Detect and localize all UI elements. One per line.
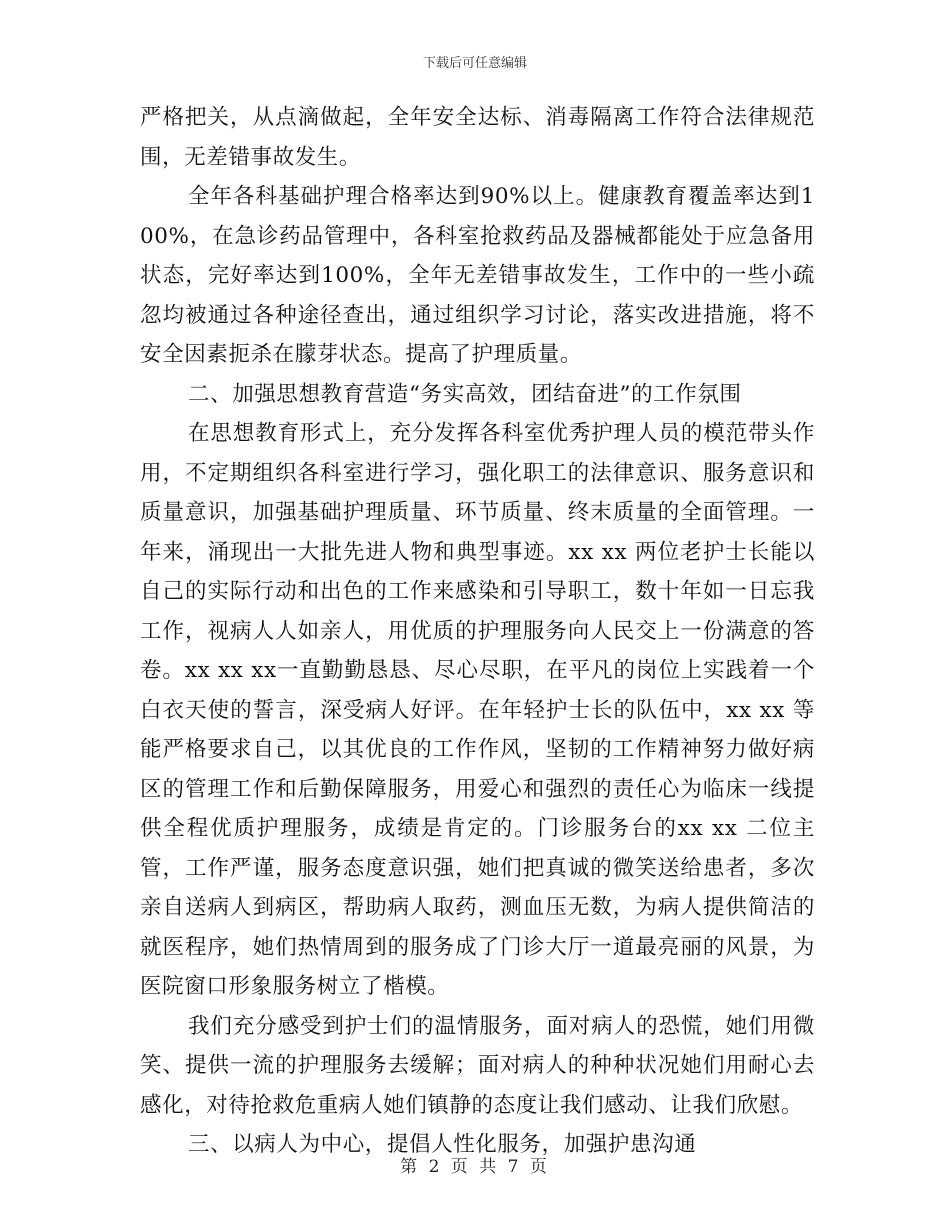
document-body	[140, 98, 815, 1165]
page-header: 下载后可任意编辑	[422, 56, 527, 71]
paragraph-4: 我们充分感受到护士们的温情服务，面对病人的恐慌，她们用微笑、提供一流的护理服务去缓解；面对病人的种种状况她们用耐心去感化，对待抢救危重病人她们镇静的态度让我们感动、让我们欣慰。	[140, 1013, 815, 1118]
paragraph-1: 严格把关，从点滴做起，全年安全达标、消毒隔离工作符合法律规范围，无差错事故发生。	[140, 105, 815, 170]
section-heading-2: 二、加强思想教育营造“务实高效，团结奋进”的工作氛围	[188, 381, 742, 407]
paragraph-2: 全年各科基础护理合格率达到90%以上。健康教育覆盖率达到100%，在急诊药品管理中，各科室抢救药品及器械都能处于应急备用状态，完好率达到100%，全年无差错事故发生，工作中的一些小疏忽均被通过各种途径查出，通过组织学习讨论，落实改进措施，将不安全因素扼杀在朦芽状态。提高了护理质量。	[140, 184, 815, 367]
page-footer: 第 2 页 共 7 页	[400, 1157, 550, 1177]
section-heading-3: 三、以病人为中心，提倡人性化服务，加强护患沟通	[188, 1132, 697, 1157]
paragraph-3: 在思想教育形式上，充分发挥各科室优秀护理人员的模范带头作用，不定期组织各科室进行学习，强化职工的法律意识、服务意识和质量意识，加强基础护理质量、环节质量、终末质量的全面管理。一年来，涌现出一大批先进人物和典型事迹。xx xx 两位老护士长能以自己的实际行动和出色的工作来感染和引导职工，数十年如一日忘我工作，视病人人如亲人，用优质的护理服务向人民交上一份满意的答卷。xx xx xx一直勤勤恳恳、尽心尽职，在平凡的岗位上实践着一个白衣天使的誓言，深受病人好评。在年轻护士长的队伍中，xx xx 等能严格要求自己，以其优良的工作作风，坚韧的工作精神努力做好病区的管理工作和后勤保障服务，用爱心和强烈的责任心为临床一线提供全程优质护理服务，成绩是肯定的。门诊服务台的xx xx 二位主管，工作严谨，服务态度意识强，她们把真诚的微笑送给患者，多次亲自送病人到病区，帮助病人取药，测血压无数，为病人提供简洁的就医程序，她们热情周到的服务成了门诊大厅一道最亮丽的风景，为医院窗口形象服务树立了楷模。	[140, 421, 815, 999]
